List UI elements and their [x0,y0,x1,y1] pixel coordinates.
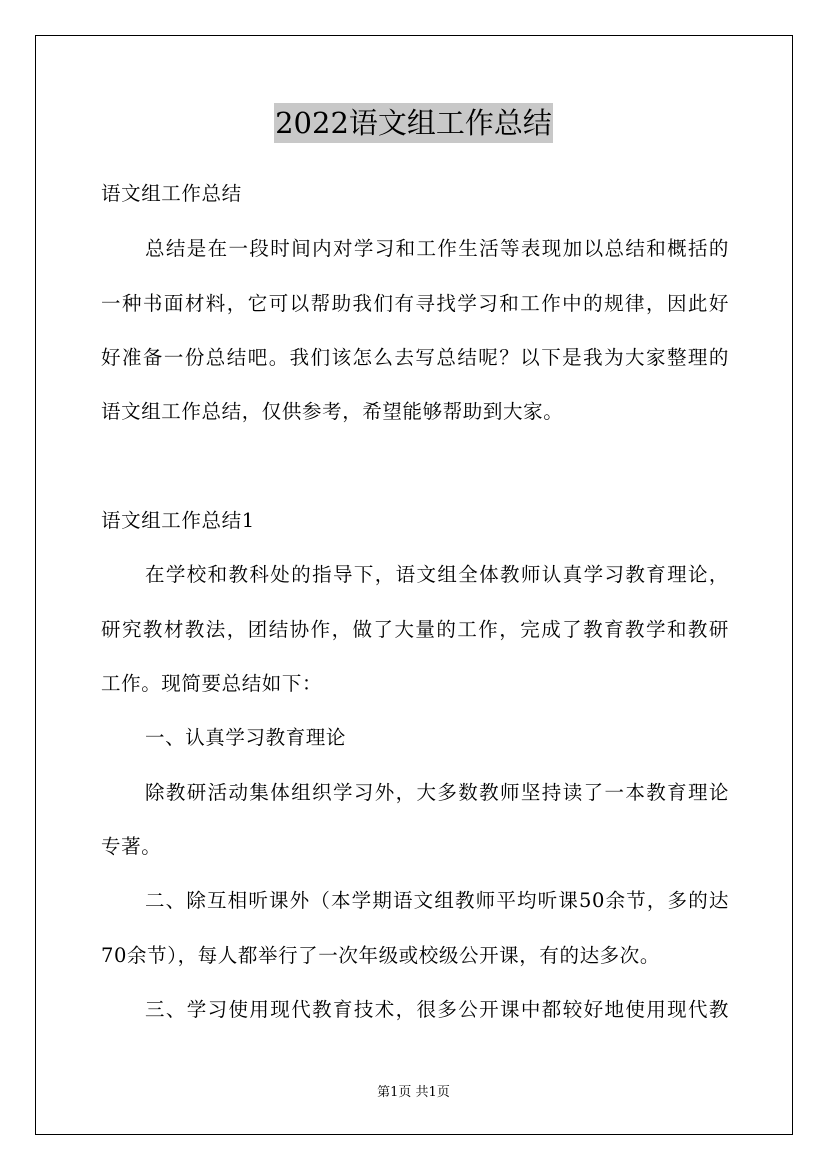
paragraph-line: 除教研活动集体组织学习外，大多数教师坚持读了一本教育理论 [145,781,729,804]
section-heading: 语文组工作总结1 [101,509,255,532]
paragraph-line: 三、学习使用现代教育技术，很多公开课中都较好地使用现代教 [145,998,729,1021]
paragraph-line: 总结是在一段时间内对学习和工作生活等表现加以总结和概括的 [145,237,729,260]
paragraph-line: 研究教材教法，团结协作，做了大量的工作，完成了教育教学和教研 [101,618,729,641]
section-heading: 语文组工作总结 [101,182,242,205]
paragraph-line: 工作。现简要总结如下： [101,672,323,695]
paragraph-line: 专著。 [101,835,162,858]
paragraph-line: 语文组工作总结，仅供参考，希望能够帮助到大家。 [101,400,564,423]
subsection-heading: 一、认真学习教育理论 [145,726,347,749]
paragraph-line: 好准备一份总结吧。我们该怎么去写总结呢？以下是我为大家整理的 [101,346,729,369]
page-footer: 第1页 共1页 [377,1085,450,1100]
title-wrapper [0,103,827,143]
paragraph-line: 一种书面材料，它可以帮助我们有寻找学习和工作中的规律，因此好 [101,292,729,315]
paragraph-line: 二、除互相听课外（本学期语文组教师平均听课50余节，多的达 [145,889,729,912]
paragraph-line: 70余节），每人都举行了一次年级或校级公开课，有的达多次。 [101,944,660,967]
paragraph-line: 在学校和教科处的指导下，语文组全体教师认真学习教育理论， [145,563,729,586]
document-title: 2022语文组工作总结 [274,103,553,143]
